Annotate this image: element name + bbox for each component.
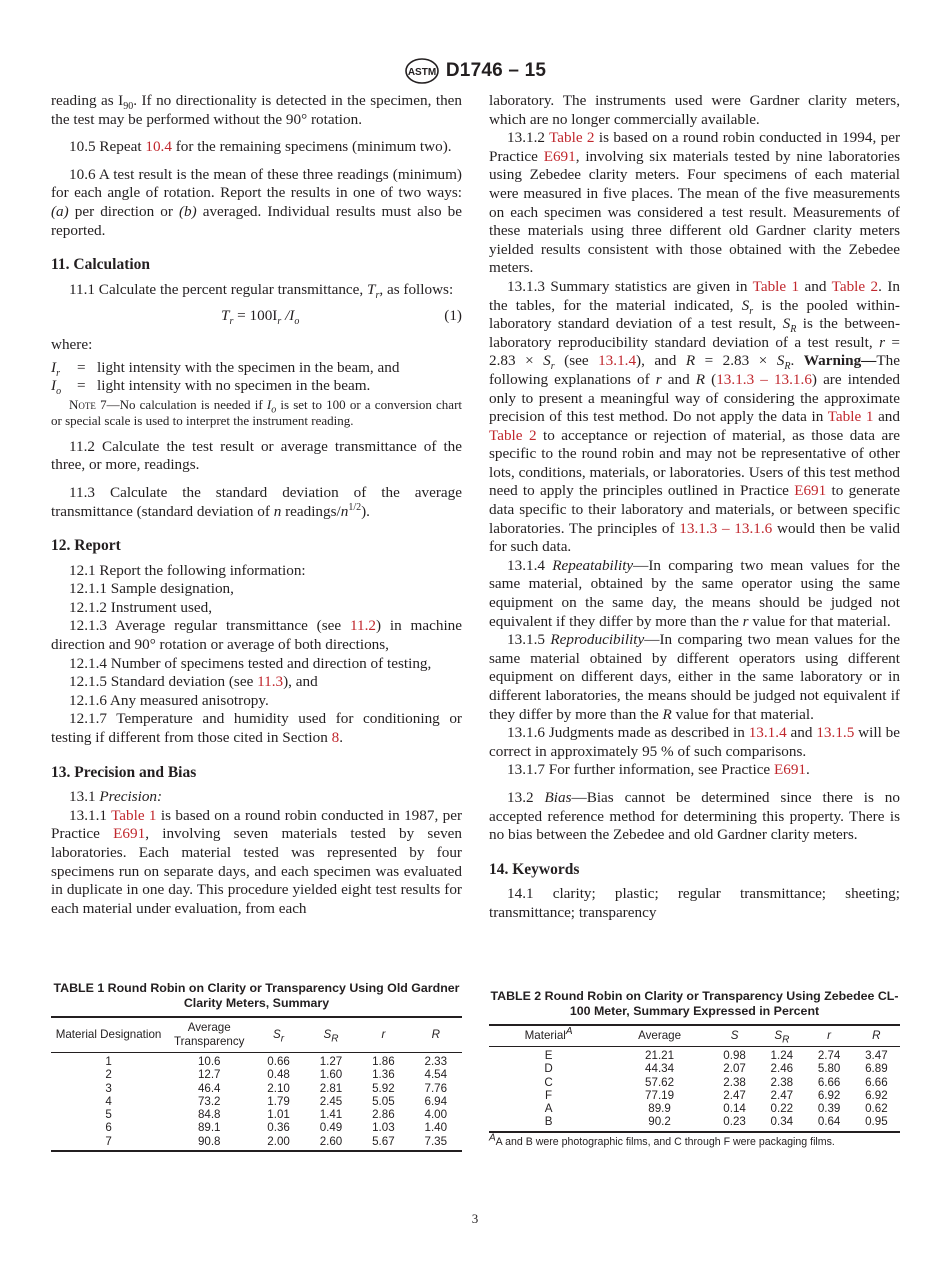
link-table-1[interactable]: Table 1 xyxy=(827,408,874,426)
paragraph-13-2: 13.2 Bias—Bias cannot be determined since there is no accepted reference method for determining this property. There is no bias between the Zebedee and old Gardner clarity meters. xyxy=(489,788,900,844)
paragraph-10-5: 10.5 Repeat 10.4 for the remaining specimens (minimum two). xyxy=(69,138,452,156)
paragraph-12-1-3: 12.1.3 Average regular transmittance (see 11.2) in machine direction and 90° rotation or average of both directions, xyxy=(51,617,462,654)
table-row: D 44.34 2.07 2.46 5.80 6.89 xyxy=(544,1062,888,1076)
table-row: C 57.62 2.38 2.38 6.66 6.66 xyxy=(544,1075,888,1089)
right-column xyxy=(489,92,900,923)
definition-io: $I_o$ = light intensity with no specimen in the beam. xyxy=(51,377,371,398)
link-13-1-5[interactable]: 13.1.5 xyxy=(816,724,855,742)
equation-number: (1) xyxy=(444,307,462,325)
svg-text:ASTM: ASTM xyxy=(407,67,437,78)
link-table-2[interactable]: Table 2 xyxy=(549,129,595,147)
link-11-3[interactable]: 11.3 xyxy=(257,673,284,691)
paragraph-13-1-4: 13.1.4 Repeatability—In comparing two mean values for the same material, obtained by the same operator using the same equipment on the same day, the means should be judged not equivalent if they differ by more than the r value for that material. xyxy=(489,556,900,630)
paragraph-13-1-7: 13.1.7 For further information, see Practice E691. xyxy=(507,761,810,779)
table-row: A 89.9 0.14 0.22 0.39 0.62 xyxy=(544,1102,888,1116)
page-header xyxy=(0,58,950,84)
paragraph-13-1-1-continued: laboratory. The instruments used were Gardner clarity meters, which are no longer commercially available. xyxy=(489,92,900,128)
paragraph-13-1: 13.1 Precision: xyxy=(69,788,163,806)
paragraph-12-1-1: 12.1.1 Sample designation, xyxy=(69,580,234,598)
col-header: $S_r$ xyxy=(252,1017,304,1053)
heading-precision-and-bias: 13. Precision and Bias xyxy=(51,763,197,781)
paragraph-13-1-2: 13.1.2 Table 2 is based on a round robin conducted in 1994, per Practice E691, involving six materials tested by nine laboratories using Zebedee clarity meters. Four specimens of each material were measured in five places. The mean of the five measurements on each specimen was considered a test result. Measurements of these materials using three different old Gardner clarity meters yielded results consistent with those obtained with the Zebedee meters. xyxy=(489,129,901,277)
table-row: F 77.19 2.47 2.47 6.92 6.92 xyxy=(545,1088,888,1102)
heading-report: 12. Report xyxy=(51,537,121,555)
paragraph-12-1-6: 12.1.6 Any measured anisotropy. xyxy=(69,691,269,709)
warning-label: Warning— xyxy=(803,352,877,370)
left-column xyxy=(51,92,462,918)
table-header-row xyxy=(489,1025,900,1047)
col-header: r xyxy=(357,1017,409,1053)
table-2-title: TABLE 2 Round Robin on Clarity or Transparency Using Zebedee CL-100 Meter, Summary Expressed in Percent xyxy=(490,989,899,1018)
col-header: S xyxy=(711,1025,758,1047)
table-row: 2 12.7 0.48 1.60 1.36 4.54 xyxy=(105,1068,448,1082)
col-header: Average xyxy=(608,1025,711,1047)
page-number: 3 xyxy=(471,1211,479,1226)
link-13-1-3-to-13-1-6[interactable]: 13.1.3 – 13.1.6 xyxy=(679,519,773,537)
link-e691[interactable]: E691 xyxy=(113,825,146,843)
equation-1: $T_r = 100I_r$ $/I_o$ (1) xyxy=(221,307,462,328)
paragraph-12-1-5: 12.1.5 Standard deviation (see 11.3), and xyxy=(69,673,318,691)
table-row: 1 10.6 0.66 1.27 1.86 2.33 xyxy=(105,1055,448,1068)
link-13-1-4[interactable]: 13.1.4 xyxy=(748,724,787,742)
col-header: r xyxy=(805,1025,852,1047)
link-10-4[interactable]: 10.4 xyxy=(145,138,172,156)
link-e691[interactable]: E691 xyxy=(773,761,807,779)
paragraph-11-2: 11.2 Calculate the test result or average transmittance of the three, or more, readings. xyxy=(51,437,462,474)
table-2-grid xyxy=(489,1024,900,1133)
table-row: 4 73.2 1.79 2.45 5.05 6.94 xyxy=(105,1094,448,1108)
definition-ir: $I_r$ = light intensity with the specimen in the beam, and xyxy=(51,358,400,379)
link-13-1-3-to-13-1-6[interactable]: 13.1.3 – 13.1.6 xyxy=(716,370,812,388)
link-e691[interactable]: E691 xyxy=(543,147,576,165)
link-table-2[interactable]: Table 2 xyxy=(489,426,537,444)
heading-calculation: 11. Calculation xyxy=(51,256,151,274)
col-header: Average Transparency xyxy=(166,1017,252,1053)
col-header: $S_R$ xyxy=(305,1017,357,1053)
document-id: D1746 – 15 xyxy=(445,60,547,81)
link-e691[interactable]: E691 xyxy=(794,482,827,500)
table-row: E 21.21 0.98 1.24 2.74 3.47 xyxy=(544,1049,888,1062)
paragraph-14-1: 14.1 clarity; plastic; regular transmittance; sheeting; transmittance; transparency xyxy=(489,885,900,921)
link-section-8[interactable]: 8 xyxy=(331,729,340,747)
col-header: R xyxy=(853,1025,900,1047)
col-header: R xyxy=(410,1017,462,1053)
link-13-1-4[interactable]: 13.1.4 xyxy=(598,352,637,370)
paragraph-13-1-3: 13.1.3 Summary statistics are given in Table 1 and Table 2. In the tables, for the material indicated, $S_r$ is the pooled within-laboratory standard deviation of a test result, $S_R$ is the between-laboratory reproducibility standard deviation of a test result, $r = 2.83 \times S_r$ (see 13.1.4), and $R = 2.83 \times S_R$. Warning—The following explanations of r and R (13.1.3 – 13.1.6) are intended only to present a meaningful way of considering the approximate precision of this test method. Do not apply the data in Table 1 and Table 2 to acceptance or rejection of material, as those data are specific to the round robin and may not be representative of other lots, conditions, materials, or laboratories. Users of this test method need to apply the principles outlined in Practice E691 to generate data specific to their laboratory and materials, or between specific laboratories. The principles of 13.1.3 – 13.1.6 would then be valid for such data. xyxy=(489,277,901,556)
col-header: $S_R$ xyxy=(758,1025,805,1047)
where-label: where: xyxy=(51,335,93,353)
heading-keywords: 14. Keywords xyxy=(489,860,580,878)
table-row: 5 84.8 1.01 1.41 2.86 4.00 xyxy=(105,1108,448,1122)
paragraph-10-6: 10.6 A test result is the mean of these three readings (minimum) for each angle of rotation. Report the results in one of two ways: (a) per direction or (b) averaged. Individual results must also be reported. xyxy=(51,165,462,239)
table-row: 3 46.4 2.10 2.81 5.92 7.76 xyxy=(105,1081,448,1095)
table-2 xyxy=(489,989,900,1148)
table-1-grid xyxy=(51,1016,462,1152)
table-row: B 90.2 0.23 0.34 0.64 0.95 xyxy=(544,1115,888,1129)
col-header: Material Designation xyxy=(51,1017,166,1053)
astm-logo-icon xyxy=(404,58,440,84)
table-header-row xyxy=(51,1017,462,1053)
paragraph-11-1: 11.1 Calculate the percent regular transmittance, $T_r$, as follows: xyxy=(69,280,454,301)
note-7: Note 7—No calculation is needed if $I_o$ is set to 100 or a conversion chart or special scale is used to interpret the instrument reading. xyxy=(51,396,463,428)
definition-list xyxy=(51,359,462,396)
paragraph-12-1-4: 12.1.4 Number of specimens tested and direction of testing, xyxy=(69,654,432,672)
paragraph-12-1-7: 12.1.7 Temperature and humidity used for conditioning or testing if different from those cited in Section 8. xyxy=(51,710,462,747)
table-1-title: TABLE 1 Round Robin on Clarity or Transparency Using Old Gardner Clarity Meters, Summary xyxy=(53,981,460,1010)
link-11-2[interactable]: 11.2 xyxy=(349,617,376,635)
table-row: 6 89.1 0.36 0.49 1.03 1.40 xyxy=(105,1121,448,1135)
col-header: Material$^A$ xyxy=(489,1025,608,1047)
paragraph-12-1: 12.1 Report the following information: xyxy=(69,561,306,579)
table-1 xyxy=(51,981,462,1152)
paragraph-13-1-1: 13.1.1 Table 1 is based on a round robin conducted in 1987, per Practice E691, involving seven materials tested by seven laboratories. Each material tested was represented by four specimens run on separate days, and each specimen was evaluated in duplicate in one day. This procedure yielded eight test results for each material under evaluation, from each xyxy=(51,806,463,917)
paragraph-10-4-continued: reading as $I_{90}$. If no directionality is detected in the specimen, then the test may be performed without the 90° rotation. xyxy=(51,92,462,128)
link-table-2[interactable]: Table 2 xyxy=(831,277,879,295)
paragraph-13-1-5: 13.1.5 Reproducibility—In comparing two mean values for the same material obtained by different operators using different equipment on different days, either in the same laboratory or in different laboratories, the means should be judged not equivalent if they differ by more than the R value for that material. xyxy=(489,631,900,723)
paragraph-12-1-2: 12.1.2 Instrument used, xyxy=(69,598,212,616)
paragraph-13-1-6: 13.1.6 Judgments made as described in 13.1.4 and 13.1.5 will be correct in approximately 95 % of such comparisons. xyxy=(489,724,900,760)
link-table-1[interactable]: Table 1 xyxy=(111,806,157,824)
paragraph-11-3: 11.3 Calculate the standard deviation of the average transmittance (standard deviation of n readings/$n^{1/2}$). xyxy=(51,483,462,520)
link-table-1[interactable]: Table 1 xyxy=(752,277,800,295)
table-2-footnote: $^A$A and B were photographic films, and C through F were packaging films. xyxy=(489,1132,835,1148)
table-row: 7 90.8 2.00 2.60 5.67 7.35 xyxy=(105,1134,448,1148)
